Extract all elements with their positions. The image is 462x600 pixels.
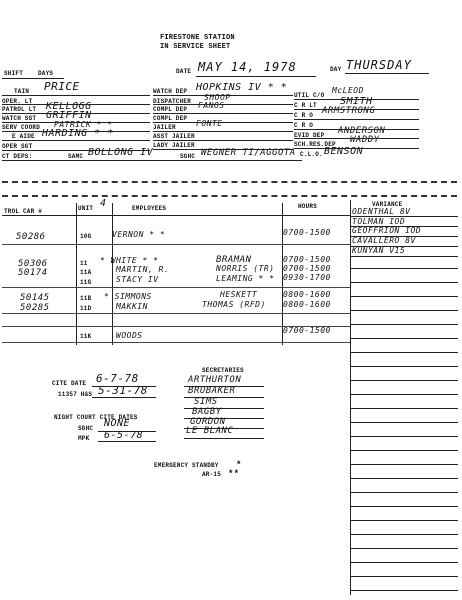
secretary-name: SIMS — [194, 397, 218, 407]
field-value: WADDY — [350, 135, 380, 145]
car-cell: 50174 — [18, 268, 48, 278]
field-label: COMPL DEP — [153, 115, 188, 122]
field-label: ASST JAILER — [153, 133, 195, 140]
employee-cell: * WHITE * * — [100, 256, 159, 265]
employee-cell-2: HESKETT — [220, 290, 258, 299]
hours-cell: 0700-1500 — [283, 264, 331, 273]
cite-date-label: CITE DATE — [52, 380, 87, 387]
sghc-value: WEGNER TI/AGGOTA — [201, 148, 296, 158]
variance-item: CAVALLERO 8V — [352, 236, 416, 245]
secretaries-label: SECRETARIES — [202, 367, 244, 374]
sghc-label: SGHC — [180, 153, 196, 160]
car-cell: 50145 — [20, 293, 50, 303]
employee-cell: VERNON * * — [112, 230, 166, 239]
field-label: SCH.RES.DEP — [294, 141, 336, 148]
field-label: COMPL DEP — [153, 106, 188, 113]
col-header-unit: UNIT — [78, 205, 94, 212]
col-header-unit-mark: 4 — [100, 198, 107, 209]
field-label: WATCH DEP — [153, 88, 188, 95]
field-label: SERV COORD — [2, 124, 41, 131]
field-value: HARDING * * — [42, 128, 114, 139]
employee-cell: * SIMMONS — [104, 292, 152, 301]
field-label: JAILER — [153, 124, 176, 131]
mpk-value: 6-5-78 — [104, 430, 144, 441]
h11357-value: 5-31-78 — [98, 384, 148, 397]
field-label: DISPATCHER — [153, 98, 192, 105]
car-cell: 50286 — [16, 232, 46, 242]
col-header-variance: VARIANCE — [372, 201, 403, 208]
samc-label: SAMC — [68, 153, 84, 160]
day-value: THURSDAY — [346, 58, 412, 72]
hours-cell: 0700-1500 — [283, 255, 331, 264]
field-value: FONTE — [196, 119, 223, 128]
field-value: HOPKINS IV * * — [196, 82, 288, 93]
employee-cell-2: LEAMING * * — [216, 274, 275, 283]
field-value: PRICE — [44, 80, 80, 93]
employee-cell: MAKKIN — [116, 302, 148, 311]
field-value: McLEOD — [332, 86, 364, 95]
field-value: KELLOGG — [46, 101, 92, 112]
secretary-name: ARTHURTON — [188, 375, 242, 385]
employee-cell-2: BRAMAN — [216, 255, 252, 265]
mpk-label: MPK — [78, 435, 90, 442]
unit-cell: 11K — [80, 333, 92, 340]
field-value: ANDERSON — [338, 126, 386, 136]
col-header-employees: EMPLOYEES — [132, 205, 167, 212]
field-label: C R O — [294, 112, 314, 119]
secretary-name: BRUBAKER — [188, 386, 236, 396]
unit-cell: 11G — [80, 279, 92, 286]
field-label: EVID DEP — [294, 132, 325, 139]
hours-cell: 0800-1600 — [283, 290, 331, 299]
secretary-name: LE BLANC — [186, 426, 234, 436]
hours-cell: 0700-1500 — [283, 326, 331, 335]
field-value: BENSON — [324, 146, 364, 157]
night-court-label: NIGHT COURT CITE DATES — [54, 414, 138, 421]
ar15-mark: ** — [228, 469, 240, 479]
unit-cell: 11B — [80, 295, 92, 302]
field-value: SMITH — [340, 96, 373, 107]
secretary-name: BAGBY — [192, 407, 222, 417]
hours-cell: 0930-1700 — [283, 273, 331, 282]
field-label: WATCH SGT — [2, 115, 37, 122]
form-subtitle: IN SERVICE SHEET — [160, 43, 231, 51]
field-value: PATRICK * * — [54, 120, 113, 129]
hours-cell: 0800-1600 — [283, 300, 331, 309]
field-label: E AIDE — [12, 133, 35, 140]
hours-cell: 0700-1500 — [283, 228, 331, 237]
day-label: DAY — [330, 66, 342, 73]
secretary-name: GORDON — [190, 417, 226, 427]
unit-cell: 11A — [80, 269, 92, 276]
date-value: MAY 14, 1978 — [198, 60, 297, 74]
field-label: OPER SGT — [2, 143, 33, 150]
cite-sghc-label: SGHC — [78, 425, 94, 432]
unit-cell: 11 — [80, 260, 88, 267]
standby-label: EMERGENCY STANDBY — [154, 462, 219, 469]
shift-label: SHIFT — [4, 70, 24, 77]
cite-sghc-value: NONE — [104, 418, 131, 429]
field-label: C.L.O. — [300, 151, 323, 158]
standby-mark: * — [236, 460, 242, 470]
field-value: FANOS — [198, 101, 225, 110]
col-header-car: TROL CAR # — [4, 208, 43, 215]
date-label: DATE — [176, 68, 192, 75]
field-value: ARMSTRONG — [322, 106, 376, 116]
field-label: C R LT — [294, 102, 317, 109]
variance-item: GEOFFRION IOD — [352, 226, 422, 235]
employee-cell-2: NORRIS (TR) — [216, 264, 275, 273]
field-label: PATROL LT — [2, 106, 37, 113]
field-value: SHOOP — [204, 93, 231, 102]
field-label: OPER. LT — [2, 98, 33, 105]
field-label: UTIL C/O — [294, 92, 325, 99]
variance-item: ODENTHAL 8V — [352, 207, 411, 216]
variance-item: KUNYAN V15 — [352, 246, 406, 255]
col-header-hours: HOURS — [298, 203, 318, 210]
field-label: LADY JAILER — [153, 142, 195, 149]
employee-cell-2: THOMAS (RFD) — [202, 300, 266, 309]
form-title: FIRESTONE STATION — [160, 34, 235, 42]
field-label: C R O — [294, 122, 314, 129]
unit-cell: 10G — [80, 233, 92, 240]
field-value: GRIFFIN — [46, 110, 92, 121]
h11357-label: 11357 H&S — [58, 391, 93, 398]
car-cell: 50306 — [18, 259, 48, 269]
unit-cell: 11D — [80, 305, 92, 312]
samc-value: BOLLONG IV — [88, 147, 154, 158]
employee-cell: WOODS — [116, 331, 143, 340]
field-label: CT DEPS: — [2, 153, 33, 160]
car-cell: 50285 — [20, 303, 50, 313]
field-label: TAIN — [14, 88, 30, 95]
employee-cell: STACY IV — [116, 275, 159, 284]
variance-item: TOLMAN IOD — [352, 217, 406, 226]
ar15-label: AR-15 — [202, 471, 222, 478]
cite-date-value: 6-7-78 — [96, 372, 139, 385]
employee-cell: MARTIN, R. — [116, 265, 170, 274]
days-label: DAYS — [38, 70, 54, 77]
